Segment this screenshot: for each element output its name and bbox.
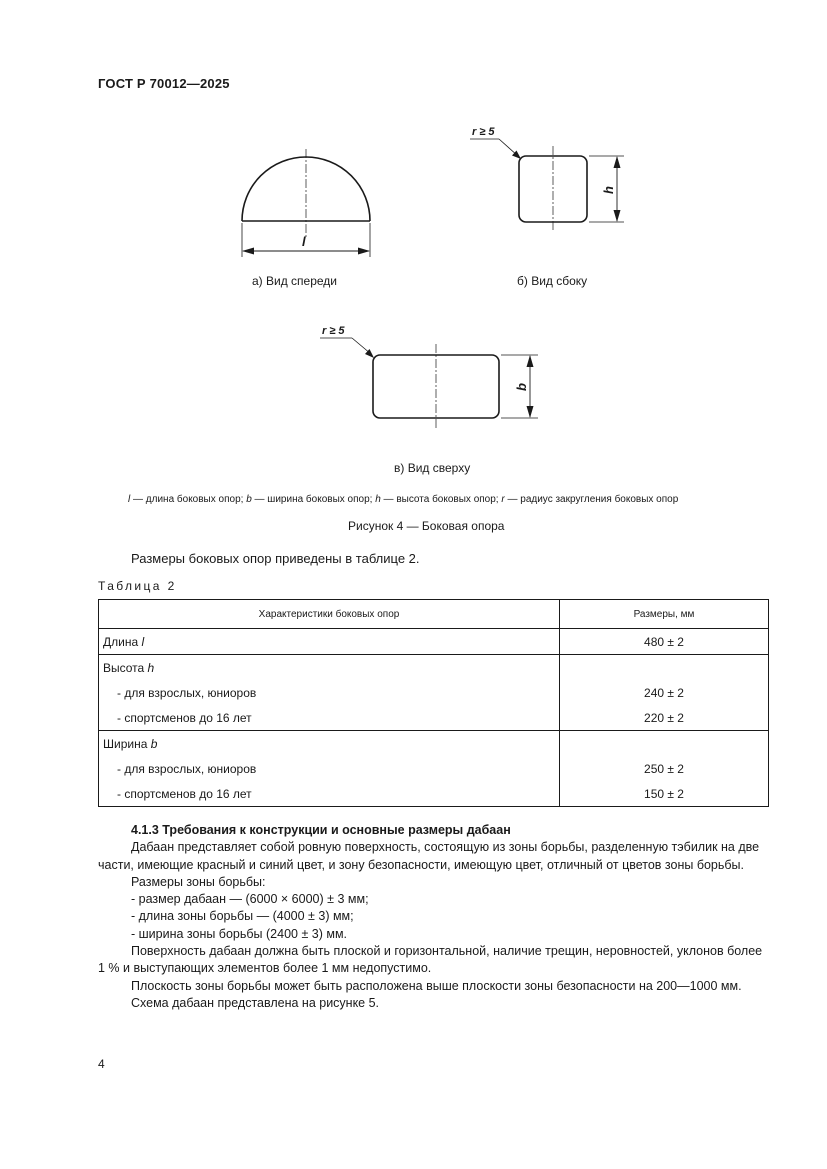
row-label: Ширина b <box>99 731 560 757</box>
legend-symbol-h: h <box>375 494 381 505</box>
caption-top-view: в) Вид сверху <box>394 461 471 475</box>
row-value: 250 ± 2 <box>560 756 769 781</box>
row-value: 240 ± 2 <box>560 680 769 705</box>
table-row <box>99 781 769 807</box>
table-row <box>99 756 769 781</box>
legend-text-l: — длина боковых опор; <box>130 494 247 505</box>
row-label: - для взрослых, юниоров <box>99 756 560 781</box>
row-label: Высота h <box>99 655 560 681</box>
row-label: Длина l <box>99 629 560 655</box>
legend-text-r: — радиус закругления боковых опор <box>504 494 679 505</box>
table-row <box>99 680 769 705</box>
table-row <box>99 731 769 757</box>
list-item: - размер дабаан — (6000 × 6000) ± 3 мм; <box>131 892 369 907</box>
dim-label-l: l <box>302 234 306 249</box>
radius-label-side: r ≥ 5 <box>472 126 495 138</box>
table-row <box>99 655 769 681</box>
row-label: - спортсменов до 16 лет <box>99 705 560 731</box>
legend-symbol-r: r <box>501 494 505 505</box>
legend-symbol-l: l <box>128 494 131 505</box>
row-value <box>560 731 769 757</box>
caption-front-view: а) Вид спереди <box>252 274 338 288</box>
section-heading: 4.1.3 Требования к конструкции и основные размеры дабаан <box>131 823 511 837</box>
drawing-top-view <box>316 316 556 436</box>
row-value: 150 ± 2 <box>560 781 769 807</box>
legend-text-b: — ширина боковых опор; <box>251 494 376 505</box>
legend-symbol-b: b <box>246 494 252 505</box>
table-row <box>99 629 769 655</box>
header-sizes: Размеры, мм <box>560 600 769 629</box>
section-paragraph: Плоскость зоны борьбы может быть расположена выше плоскости зоны безопасности на 200—1000 мм. <box>131 978 742 993</box>
table-header-row <box>99 600 769 629</box>
legend-text-h: — высота боковых опор; <box>380 494 502 505</box>
dim-label-b: b <box>514 383 529 391</box>
table-label: Таблица 2 <box>98 579 177 593</box>
document-code: ГОСТ Р 70012—2025 <box>98 76 230 91</box>
row-value: 220 ± 2 <box>560 705 769 731</box>
section-paragraph: Размеры зоны борьбы: <box>131 874 266 889</box>
row-label: - спортсменов до 16 лет <box>99 781 560 807</box>
list-item: - ширина зоны борьбы (2400 ± 3) мм. <box>131 926 348 941</box>
header-characteristics: Характеристики боковых опор <box>99 600 560 629</box>
figure-legend <box>128 494 678 505</box>
table-row <box>99 705 769 731</box>
section-paragraph: Поверхность дабаан должна быть плоской и горизонтальной, наличие трещин, неровностей, уклонов более 1 % и выступающих элементов более 1 мм недопустимо. <box>98 944 763 976</box>
caption-side-view: б) Вид сбоку <box>517 274 588 288</box>
intro-paragraph: Размеры боковых опор приведены в таблице 2. <box>131 551 420 566</box>
dimensions-table <box>98 599 769 807</box>
row-value: 480 ± 2 <box>560 629 769 655</box>
dim-label-h: h <box>601 186 616 194</box>
page-number: 4 <box>98 1057 105 1071</box>
radius-label-top: r ≥ 5 <box>322 325 345 337</box>
section-paragraph: Схема дабаан представлена на рисунке 5. <box>131 995 380 1010</box>
section-paragraph: Дабаан представляет собой ровную поверхность, состоящую из зоны борьбы, разделенную тэбилик на две части, имеющие красный и синий цвет, и зону безопасности, имеющую цвет, отличный от цветов зоны борьбы. <box>98 840 760 872</box>
section-4-1-3 <box>98 822 768 1012</box>
row-label: - для взрослых, юниоров <box>99 680 560 705</box>
list-item: - длина зоны борьбы — (4000 ± 3) мм; <box>131 909 354 924</box>
figure-title: Рисунок 4 — Боковая опора <box>348 519 505 533</box>
row-value <box>560 655 769 681</box>
drawing-side-view <box>462 118 642 238</box>
drawing-front-view <box>228 145 388 265</box>
